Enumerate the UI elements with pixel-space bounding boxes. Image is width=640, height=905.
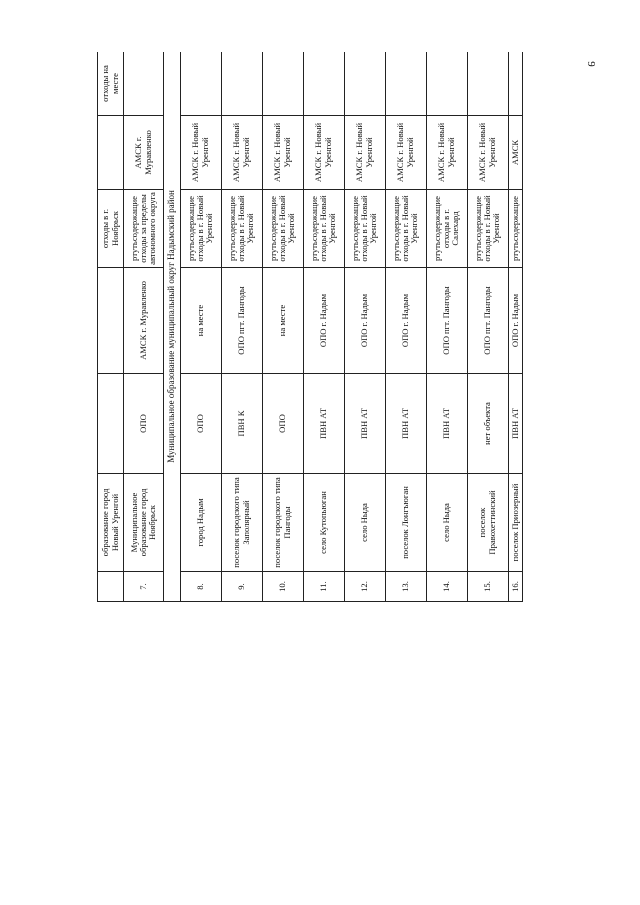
cell-place: ОПО пгт. Пангоды bbox=[467, 268, 508, 374]
cell-note: отходы на месте bbox=[98, 52, 124, 116]
table-body bbox=[180, 52, 522, 602]
section-row bbox=[164, 52, 181, 602]
cell-waste: ртутьсодержащие отходы в г. Новый Уренгой bbox=[221, 190, 262, 268]
cell-waste: отходы в г. Ноябрьск bbox=[98, 190, 124, 268]
waste-registry-table bbox=[97, 52, 523, 602]
cell-org: АМСК г. Новый Уренгой bbox=[344, 116, 385, 190]
cell-note bbox=[262, 52, 303, 116]
cell-object: нет объекта bbox=[467, 374, 508, 474]
cell-place: ОПО пгт. Пангоды bbox=[426, 268, 467, 374]
cell-waste: ртутьсодержащие отходы за пределы автономного округа bbox=[124, 190, 164, 268]
cell-waste: ртутьсодержащие отходы в г. Новый Уренгой bbox=[344, 190, 385, 268]
table-row bbox=[221, 52, 262, 602]
page-number: 9 bbox=[584, 61, 597, 67]
table-row bbox=[180, 52, 221, 602]
cell-num: 15. bbox=[467, 572, 508, 602]
cell-waste: ртутьсодержащие отходы в г. Новый Уренгой bbox=[303, 190, 344, 268]
cell-num: 10. bbox=[262, 572, 303, 602]
cell-name: село Кутопьюган bbox=[303, 474, 344, 572]
section-title: Муниципальное образование муниципальный округ Надымский район bbox=[164, 52, 181, 602]
cell-note bbox=[303, 52, 344, 116]
cell-note bbox=[385, 52, 426, 116]
cell-org: АМСК г. Новый Уренгой bbox=[426, 116, 467, 190]
cell-waste: ртутьсодержащие отходы в г. Новый Уренгой bbox=[180, 190, 221, 268]
cell-num: 16. bbox=[508, 572, 522, 602]
rotated-table-area bbox=[97, 52, 592, 602]
cell-note bbox=[467, 52, 508, 116]
cell-waste: ртутьсодержащие отходы в г. Новый Уренгой bbox=[467, 190, 508, 268]
cell-name: село Ныда bbox=[344, 474, 385, 572]
cell-name: образование город Новый Уренгой bbox=[98, 474, 124, 572]
cell-name: поселок Приозерный bbox=[508, 474, 522, 572]
cell-org: АМСК г. Новый Уренгой bbox=[385, 116, 426, 190]
cell-waste: ртутьсодержащие bbox=[508, 190, 522, 268]
cell-name: Муниципальное образование город Ноябрьск bbox=[124, 474, 164, 572]
table-row bbox=[467, 52, 508, 602]
cell-object: ОПО bbox=[124, 374, 164, 474]
cell-place: ОПО пгт. Пангоды bbox=[221, 268, 262, 374]
cell-num: 9. bbox=[221, 572, 262, 602]
cell-name: поселок городского типа Пангоды bbox=[262, 474, 303, 572]
cell-org: АМСК г. Новый Уренгой bbox=[262, 116, 303, 190]
cell-object: ОПО bbox=[262, 374, 303, 474]
cell-waste: ртутьсодержащие отходы в г. Новый Уренгой bbox=[385, 190, 426, 268]
cell-org: АМСК г. Новый Уренгой bbox=[303, 116, 344, 190]
cell-org: АМСК г. Новый Уренгой bbox=[467, 116, 508, 190]
cell-object: ПВН АТ bbox=[303, 374, 344, 474]
cell-object bbox=[98, 374, 124, 474]
cell-org: АМСК г. Новый Уренгой bbox=[221, 116, 262, 190]
cell-note bbox=[180, 52, 221, 116]
table-row bbox=[426, 52, 467, 602]
cell-object: ОПО bbox=[180, 374, 221, 474]
cell-place: ОПО г. Надым bbox=[303, 268, 344, 374]
cell-num: 12. bbox=[344, 572, 385, 602]
cell-note bbox=[221, 52, 262, 116]
table-row bbox=[385, 52, 426, 602]
table-row-7 bbox=[124, 52, 164, 602]
cell-org: АМСК bbox=[508, 116, 522, 190]
cell-name: поселок Правохеттинский bbox=[467, 474, 508, 572]
cell-num bbox=[98, 572, 124, 602]
cell-num: 13. bbox=[385, 572, 426, 602]
table-row bbox=[344, 52, 385, 602]
cell-place: ОПО г. Надым bbox=[344, 268, 385, 374]
table-row bbox=[508, 52, 522, 602]
cell-name: поселок городского типа Заполярный bbox=[221, 474, 262, 572]
cell-place: на месте bbox=[180, 268, 221, 374]
cell-note bbox=[124, 52, 164, 116]
cell-org bbox=[98, 116, 124, 190]
cell-num: 14. bbox=[426, 572, 467, 602]
cell-object: ПВН АТ bbox=[426, 374, 467, 474]
cell-object: ПВН АТ bbox=[508, 374, 522, 474]
table-row bbox=[303, 52, 344, 602]
cell-name: село Ныда bbox=[426, 474, 467, 572]
cell-place: ОПО г. Надым bbox=[385, 268, 426, 374]
cell-name: город Надым bbox=[180, 474, 221, 572]
cell-waste: ртутьсодержащие отходы в г. Новый Уренгой bbox=[262, 190, 303, 268]
table-row-top bbox=[98, 52, 124, 602]
cell-place: ОПО г. Надым bbox=[508, 268, 522, 374]
cell-num: 7. bbox=[124, 572, 164, 602]
cell-org: АМСК г. Муравленко bbox=[124, 116, 164, 190]
cell-place bbox=[98, 268, 124, 374]
cell-object: ПВН АТ bbox=[385, 374, 426, 474]
cell-note bbox=[426, 52, 467, 116]
cell-object: ПВН АТ bbox=[344, 374, 385, 474]
cell-object: ПВН К bbox=[221, 374, 262, 474]
cell-org: АМСК г. Новый Уренгой bbox=[180, 116, 221, 190]
cell-note bbox=[344, 52, 385, 116]
cell-num: 11. bbox=[303, 572, 344, 602]
cell-waste: ртутьсодержащие отходы в г. Салехард bbox=[426, 190, 467, 268]
table-row bbox=[262, 52, 303, 602]
cell-name: поселок Лонгъюган bbox=[385, 474, 426, 572]
cell-place: АМСК г. Муравленко bbox=[124, 268, 164, 374]
cell-num: 8. bbox=[180, 572, 221, 602]
cell-note bbox=[508, 52, 522, 116]
cell-place: на месте bbox=[262, 268, 303, 374]
rotated-table-canvas bbox=[97, 52, 592, 602]
